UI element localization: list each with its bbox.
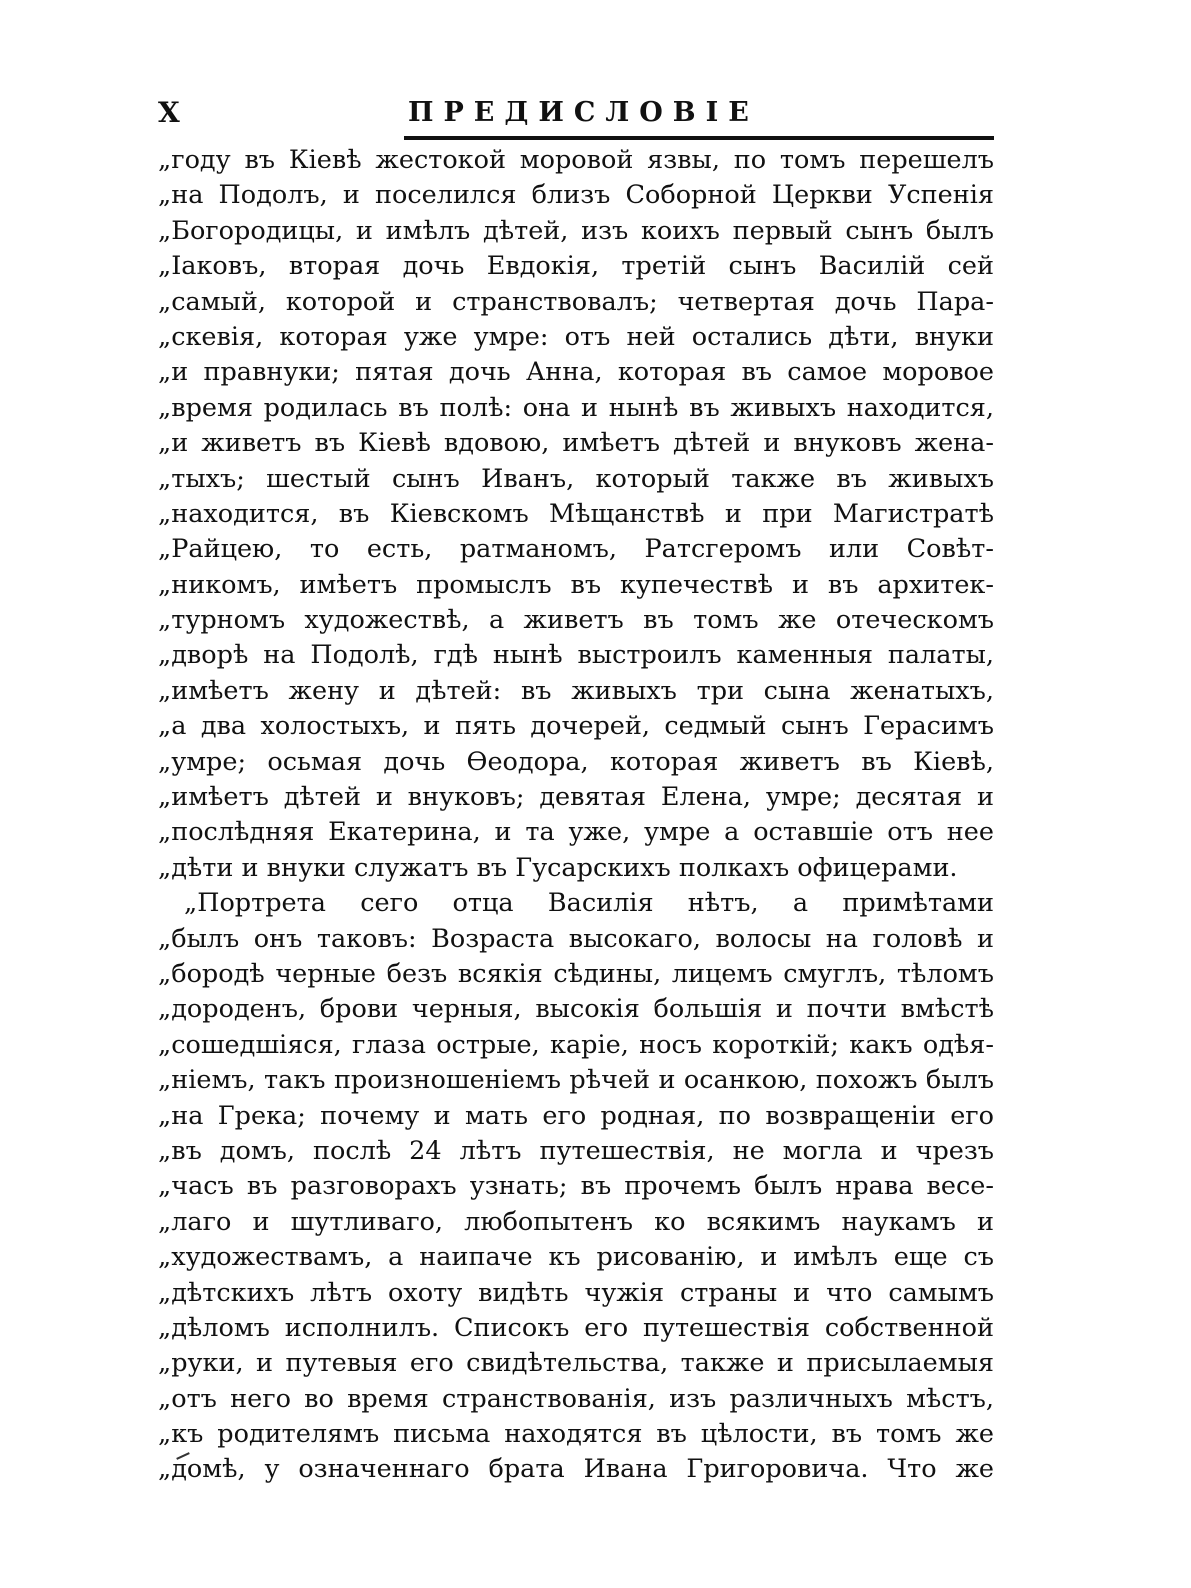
page-number: X	[158, 96, 181, 129]
text-line: „руки, и путевыя его свидѣтельства, также и присылаемыя	[158, 1348, 994, 1379]
text-line: „никомъ, имѣетъ промыслъ въ купечествѣ и въ архитек-	[158, 569, 994, 600]
text-line: „бородѣ черные безъ всякія сѣдины, лицемъ смуглъ, тѣломъ	[158, 958, 994, 989]
header-rule	[404, 136, 994, 140]
text-line: „домѣ, у означеннаго брата Ивана Григоровича. Что же	[158, 1454, 994, 1485]
paragraph-start-line: „Портрета сего отца Василія нѣтъ, а примѣтами	[184, 888, 994, 919]
text-line: „Райцею, то есть, ратманомъ, Ратсгеромъ или Совѣт-	[158, 534, 994, 565]
text-line: „Богородицы, и имѣлъ дѣтей, изъ коихъ первый сынъ былъ	[158, 215, 994, 246]
text-line: „на Грека; почему и мать его родная, по возвращеніи его	[158, 1100, 994, 1131]
text-line: „время родилась въ полѣ: она и нынѣ въ живыхъ находится,	[158, 392, 994, 423]
text-line: „Іаковъ, вторая дочь Евдокія, третій сынъ Василій сей	[158, 251, 994, 282]
text-line: „и живетъ въ Кіевѣ вдовою, имѣетъ дѣтей и внуковъ жена-	[158, 428, 994, 459]
text-line: „дворѣ на Подолѣ, гдѣ нынѣ выстроилъ каменныя палаты,	[158, 640, 994, 671]
text-line: „былъ онъ таковъ: Возраста высокаго, волосы на головѣ и	[158, 923, 994, 954]
text-line: „послѣдняя Екатерина, и та уже, умре а оставшіе отъ нее	[158, 817, 994, 848]
text-line: „лаго и шутливаго, любопытенъ ко всякимъ наукамъ и	[158, 1206, 994, 1237]
text-line: „умре; осьмая дочь Ѳеодора, которая живетъ въ Кіевѣ,	[158, 746, 994, 777]
text-line: „отъ него во время странствованія, изъ различныхъ мѣстъ,	[158, 1383, 994, 1414]
body-text	[158, 143, 994, 1488]
text-line: „году въ Кіевѣ жестокой моровой язвы, по томъ перешелъ	[158, 145, 994, 175]
text-line: „а два холостыхъ, и пять дочерей, седмый сынъ Герасимъ	[158, 711, 994, 742]
running-title: ПРЕДИСЛОВІЕ	[408, 97, 759, 128]
text-line: „имѣетъ дѣтей и внуковъ; девятая Елена, умре; десятая и	[158, 782, 994, 813]
text-line: „дороденъ, брови черныя, высокія большія и почти вмѣстѣ	[158, 994, 994, 1025]
text-line: „сошедшіяся, глаза острые, каріе, носъ короткій; какъ одѣя-	[158, 1029, 994, 1060]
text-line: „находится, въ Кіевскомъ Мѣщанствѣ и при Магистратѣ	[158, 498, 994, 529]
text-line: „самый, которой и странствовалъ; четвертая дочь Пара-	[158, 286, 994, 317]
text-line: „тыхъ; шестый сынъ Иванъ, который также въ живыхъ	[158, 463, 994, 494]
text-line: „дѣти и внуки служатъ въ Гусарскихъ полкахъ офицерами.	[158, 852, 958, 883]
text-line: „ніемъ, такъ произношеніемъ рѣчей и осанкою, похожъ былъ	[158, 1065, 994, 1096]
text-line: „въ домъ, послѣ 24 лѣтъ путешествія, не могла и чрезъ	[158, 1135, 994, 1166]
text-line: „художествамъ, а наипаче къ рисованію, и имѣлъ еще съ	[158, 1242, 994, 1273]
page-header	[158, 96, 994, 130]
text-line: „дѣтскихъ лѣтъ охоту видѣть чужія страны и что самымъ	[158, 1277, 994, 1308]
text-line: „часъ въ разговорахъ узнать; въ прочемъ былъ нрава весе-	[158, 1171, 994, 1202]
text-line: „скевія, которая уже умре: отъ ней остались дѣти, внуки	[158, 321, 994, 352]
text-line: „и правнуки; пятая дочь Анна, которая въ самое моровое	[158, 357, 994, 388]
text-line: „имѣетъ жену и дѣтей: въ живыхъ три сына женатыхъ,	[158, 675, 994, 706]
text-line: „на Подолъ, и поселился близъ Соборной Церкви Успенія	[158, 180, 994, 211]
text-line: „дѣломъ исполнилъ. Списокъ его путешествія собственной	[158, 1312, 994, 1343]
text-line: „къ родителямъ письма находятся въ цѣлости, въ томъ же	[158, 1419, 994, 1450]
text-line: „турномъ художествѣ, а живетъ въ томъ же отеческомъ	[158, 605, 994, 636]
